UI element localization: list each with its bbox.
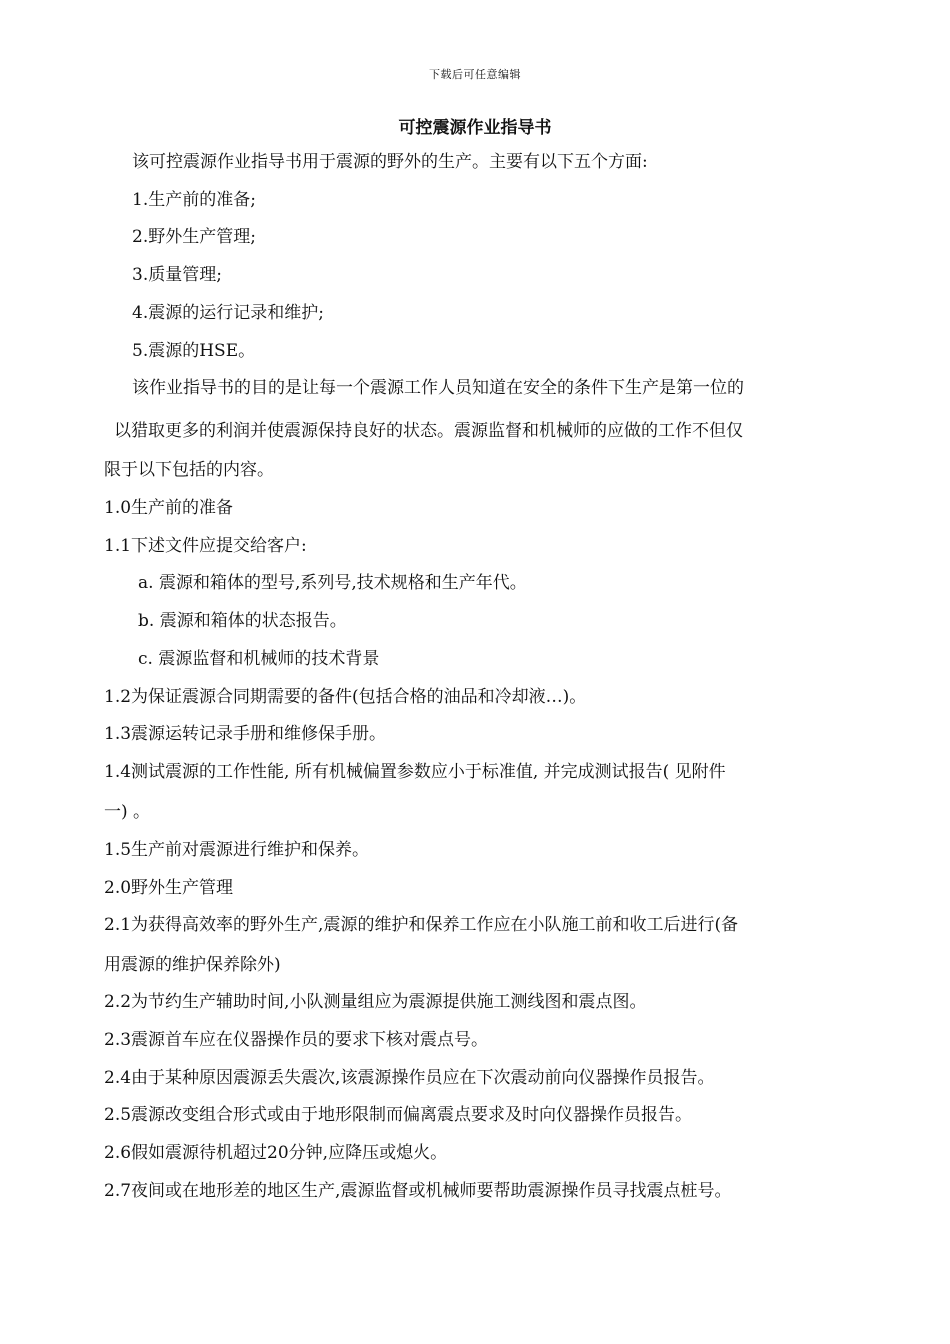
list-item: 4.震源的运行记录和维护; [132, 303, 324, 323]
clause: 1.3震源运转记录手册和维修保手册。 [104, 724, 387, 744]
clause: 2.4由于某种原因震源丢失震次,该震源操作员应在下次震动前向仪器操作员报告。 [104, 1068, 715, 1088]
sub-item: a. 震源和箱体的型号,系列号,技术规格和生产年代。 [138, 573, 527, 593]
intro-paragraph: 该可控震源作业指导书用于震源的野外的生产。主要有以下五个方面: [132, 152, 648, 172]
clause: 2.2为节约生产辅助时间,小队测量组应为震源提供施工测线图和震点图。 [104, 992, 647, 1012]
section-heading: 1.0生产前的准备 [104, 498, 234, 518]
clause: 1.5生产前对震源进行维护和保养。 [104, 840, 370, 860]
clause: 1.2为保证震源合同期需要的备件(包括合格的油品和冷却液…)。 [104, 687, 587, 707]
clause: 2.3震源首车应在仪器操作员的要求下核对震点号。 [104, 1030, 489, 1050]
clause: 2.7夜间或在地形差的地区生产,震源监督或机械师要帮助震源操作员寻找震点桩号。 [104, 1181, 732, 1201]
page-header: 下载后可任意编辑 [429, 68, 521, 81]
clause: 一) 。 [104, 802, 151, 822]
list-item: 3.质量管理; [132, 265, 222, 285]
list-item: 1.生产前的准备; [132, 190, 256, 210]
section-heading: 2.0野外生产管理 [104, 878, 234, 898]
body-paragraph: 该作业指导书的目的是让每一个震源工作人员知道在安全的条件下生产是第一位的 [132, 378, 744, 398]
list-item: 2.野外生产管理; [132, 227, 256, 247]
clause: 1.1下述文件应提交给客户: [104, 536, 307, 556]
clause: 2.1为获得高效率的野外生产,震源的维护和保养工作应在小队施工前和收工后进行(备 [104, 915, 739, 935]
document-title: 可控震源作业指导书 [398, 118, 552, 138]
clause: 2.6假如震源待机超过20分钟,应降压或熄火。 [104, 1143, 448, 1163]
clause: 用震源的维护保养除外) [104, 955, 281, 975]
clause: 1.4测试震源的工作性能, 所有机械偏置参数应小于标准值, 并完成测试报告( 见附件 [104, 762, 726, 782]
sub-item: b. 震源和箱体的状态报告。 [138, 611, 347, 631]
body-paragraph: 限于以下包括的内容。 [104, 460, 274, 480]
sub-item: c. 震源监督和机械师的技术背景 [138, 649, 380, 669]
clause: 2.5震源改变组合形式或由于地形限制而偏离震点要求及时向仪器操作员报告。 [104, 1105, 693, 1125]
list-item: 5.震源的HSE。 [132, 341, 256, 361]
body-paragraph: 以猎取更多的利润并使震源保持良好的状态。震源监督和机械师的应做的工作不但仅 [114, 421, 743, 441]
